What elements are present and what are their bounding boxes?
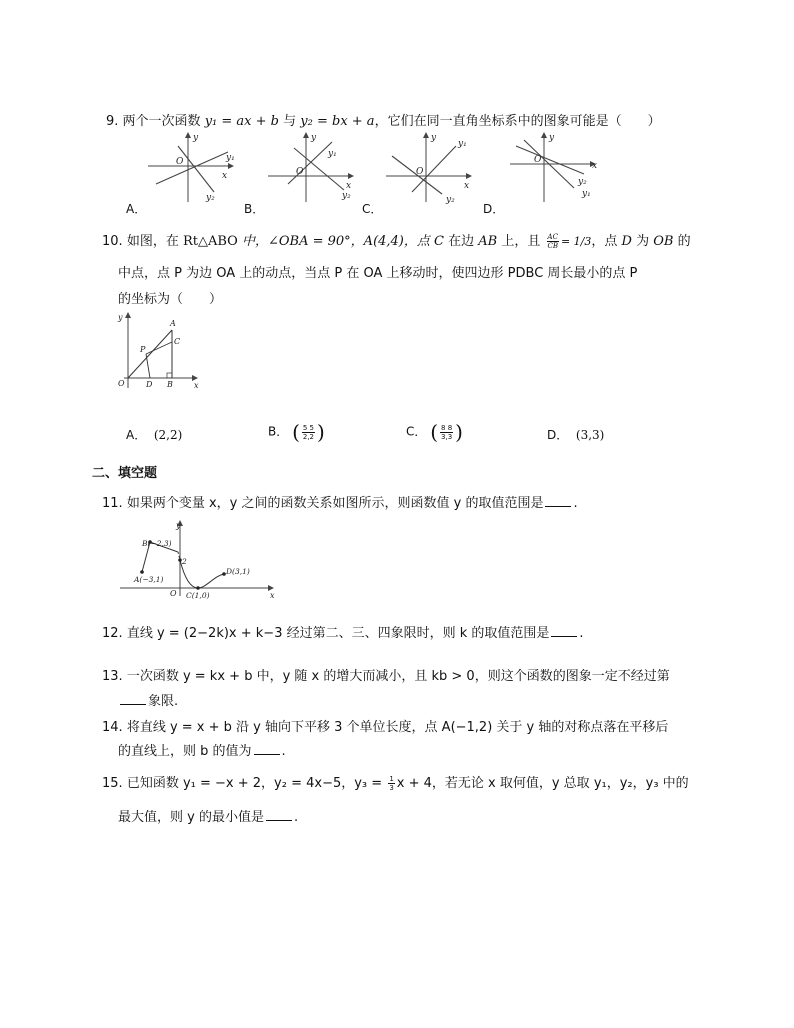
q9b-o-label: O xyxy=(296,167,304,177)
q14-number: 14. xyxy=(102,720,123,735)
q10-text-b: 中，∠OBA = 90°，A(4,4)，点 xyxy=(241,234,430,249)
q13-number: 13. xyxy=(102,669,123,684)
q15-answer-blank[interactable] xyxy=(266,808,292,821)
q9d-o-label: O xyxy=(534,155,542,165)
q10-fig-p-label: P xyxy=(140,345,146,354)
q14-text-2: 的直线上，则 b 的值为 xyxy=(118,744,252,759)
q9-graph-a xyxy=(148,132,238,202)
q10-line-2: 中点，点 P 为边 OA 上的动点，当点 P 在 OA 上移动时，使四边形 PDBC 周长最小的点 P xyxy=(118,266,638,281)
q10-text-i: 为 xyxy=(636,234,650,249)
q9c-y1-label: y₁ xyxy=(458,139,467,149)
q9-text-a: 两个一次函数 xyxy=(122,114,201,129)
q10-option-c[interactable]: C． ( $\frac{8 8}{3,3}$ ) xyxy=(406,420,463,444)
q14-answer-blank[interactable] xyxy=(254,742,280,755)
q9c-y-label: y xyxy=(431,133,437,143)
q11-fig-point-a: A(−3,1) xyxy=(134,575,164,584)
q10-option-c-label: C． xyxy=(406,424,427,439)
q9d-y-label: y xyxy=(549,133,555,143)
q13-text-1: 一次函数 y = kx + b 中，y 随 x 的增大而减小，且 kb > 0，则这个函数的图象一定不经过第 xyxy=(126,669,670,684)
q12-line: 12. 直线 y = (2−2k)x + k−3 经过第二、三、四象限时，则 k 的取值范围是 . xyxy=(102,626,584,641)
q14-line-2: 的直线上，则 b 的值为 . xyxy=(118,744,286,759)
q10-option-d-value: (3,3) xyxy=(575,428,605,442)
q10-text-a: 如图，在 xyxy=(126,234,179,249)
q10-fig-a-label: A xyxy=(170,319,176,328)
q10-text-f: 上，且 xyxy=(501,234,541,249)
q9a-x-label: x xyxy=(222,171,228,181)
q13-answer-blank[interactable] xyxy=(120,692,146,705)
q9a-o-label: O xyxy=(176,157,184,167)
q9d-y2-label: y₂ xyxy=(578,177,587,187)
q15-number: 15. xyxy=(102,776,123,791)
q9b-y2-label: y₂ xyxy=(342,191,351,201)
q9d-y1-label: y₁ xyxy=(582,189,591,199)
q9b-y1-label: y₁ xyxy=(328,149,337,159)
q10-fig-c-label: C xyxy=(174,337,181,346)
q13-line-1 xyxy=(102,665,670,684)
q10-option-a-label: A． xyxy=(126,428,147,442)
q11-line: 11. 如果两个变量 x，y 之间的函数关系如图所示，则函数值 y 的取值范围是 . xyxy=(102,496,578,511)
q10-fig-y-label: y xyxy=(118,313,123,322)
q15-text-a: 已知函数 y₁ = −x + 2，y₂ = 4x−5，y₃ = xyxy=(126,776,383,791)
q9a-y1-label: y₁ xyxy=(226,153,235,163)
q15-fraction: $\frac{1}{3}$ xyxy=(389,775,394,792)
q9-graph-b xyxy=(268,132,358,202)
q13-text-2: 象限. xyxy=(148,694,179,709)
q11-text: 如果两个变量 x，y 之间的函数关系如图所示，则函数值 y 的取值范围是 xyxy=(126,496,544,511)
q10-option-d[interactable] xyxy=(547,426,604,443)
q10-segment-ob: OB xyxy=(653,234,674,249)
q9b-x-label: x xyxy=(346,181,352,191)
q10-point-c: C xyxy=(434,234,444,249)
q9-option-d[interactable]: D． xyxy=(483,202,505,216)
q15-text-c: 最大值，则 y 的最小值是 xyxy=(118,810,264,825)
q12-answer-blank[interactable] xyxy=(551,624,577,637)
q10-ratio-value: = 1/3 xyxy=(560,235,592,248)
q9-option-a[interactable]: A． xyxy=(126,202,147,216)
q11-fig-x-label: x xyxy=(270,591,275,600)
q9-graph-c xyxy=(386,132,476,205)
q9a-y2-label: y₂ xyxy=(206,193,215,203)
q10-fig-d-label: D xyxy=(146,380,153,389)
q11-fig-tick-2: 2 xyxy=(182,557,187,566)
q10-option-b[interactable]: B． ( $\frac{5 5}{2,2}$ ) xyxy=(268,420,325,444)
q9-option-b[interactable]: B． xyxy=(244,202,265,216)
q9c-o-label: O xyxy=(416,167,424,177)
q10-option-a[interactable] xyxy=(126,426,182,443)
q11-fig-point-b: B(−2,3) xyxy=(142,539,172,548)
q11-fig-point-c: C(1,0) xyxy=(186,591,210,600)
q11-fig-y-label: y xyxy=(176,521,181,530)
q10-option-b-fraction: $\frac{5 5}{2,2}$ xyxy=(302,423,315,441)
q10-text-d: 在边 xyxy=(448,234,475,249)
q10-figure xyxy=(114,312,204,388)
q10-fig-x-label: x xyxy=(194,381,199,390)
q9-number: 9. xyxy=(106,114,119,129)
q9-text-b: 与 xyxy=(283,114,297,129)
q12-text: 直线 y = (2−2k)x + k−3 经过第二、三、四象限时，则 k 的取值范围是 xyxy=(126,626,550,641)
q10-option-c-fraction: $\frac{8 8}{3,3}$ xyxy=(441,423,453,441)
q10-option-a-value: (2,2) xyxy=(153,428,183,442)
q9b-y-label: y xyxy=(311,133,317,143)
q9-line xyxy=(106,110,661,129)
q10-segment-ab: AB xyxy=(478,234,498,249)
q9-graph-d xyxy=(510,132,600,202)
q10-fig-o-label: O xyxy=(118,379,125,388)
q10-rt-triangle: Rt△ABO xyxy=(182,234,238,249)
q11-answer-blank[interactable] xyxy=(545,494,571,507)
q9-option-c[interactable]: C． xyxy=(362,202,383,216)
q10-number: 10. xyxy=(102,234,123,249)
q10-fig-b-label: B xyxy=(167,380,173,389)
q13-line-2 xyxy=(118,690,178,709)
q9-formula-2: y₂ = bx + a xyxy=(300,114,375,129)
q10-option-d-label: D． xyxy=(547,428,569,442)
q10-option-b-label: B． xyxy=(268,424,289,439)
q11-fig-o-label: O xyxy=(170,589,177,598)
q10-point-d: D xyxy=(621,234,632,249)
q10-ratio-fraction: $\frac{AC}{CB}$ xyxy=(547,233,558,250)
q14-text-1: 将直线 y = x + b 沿 y 轴向下平移 3 个单位长度，点 A(−1,2) 关于 y 轴的对称点落在平移后 xyxy=(126,720,669,735)
q9-formula-1: y₁ = ax + b xyxy=(204,114,279,129)
q15-text-b: x + 4，若无论 x 取何值，y 总取 y₁，y₂，y₃ 中的 xyxy=(396,776,689,791)
q10-text-k: 的 xyxy=(677,234,691,249)
q9c-x-label: x xyxy=(464,181,470,191)
q10-line-1 xyxy=(102,230,691,250)
q12-number: 12. xyxy=(102,626,123,641)
q9d-x-label: x xyxy=(592,161,598,171)
q9c-y2-label: y₂ xyxy=(446,195,455,205)
q11-figure xyxy=(120,520,280,600)
section-heading-fill-in: 二、填空题 xyxy=(92,466,158,481)
q10-line-3: 的坐标为（ ） xyxy=(118,292,223,307)
q9a-y-label: y xyxy=(193,133,199,143)
q9-text-c: ，它们在同一直角坐标系中的图象可能是（ ） xyxy=(374,114,661,129)
q11-fig-point-d: D(3,1) xyxy=(226,567,250,576)
q14-line-1 xyxy=(102,716,668,735)
q11-number: 11. xyxy=(102,496,123,511)
q15-line-1 xyxy=(102,772,689,792)
q10-text-g: ，点 xyxy=(591,234,618,249)
q15-line-2: 最大值，则 y 的最小值是 . xyxy=(118,810,299,825)
